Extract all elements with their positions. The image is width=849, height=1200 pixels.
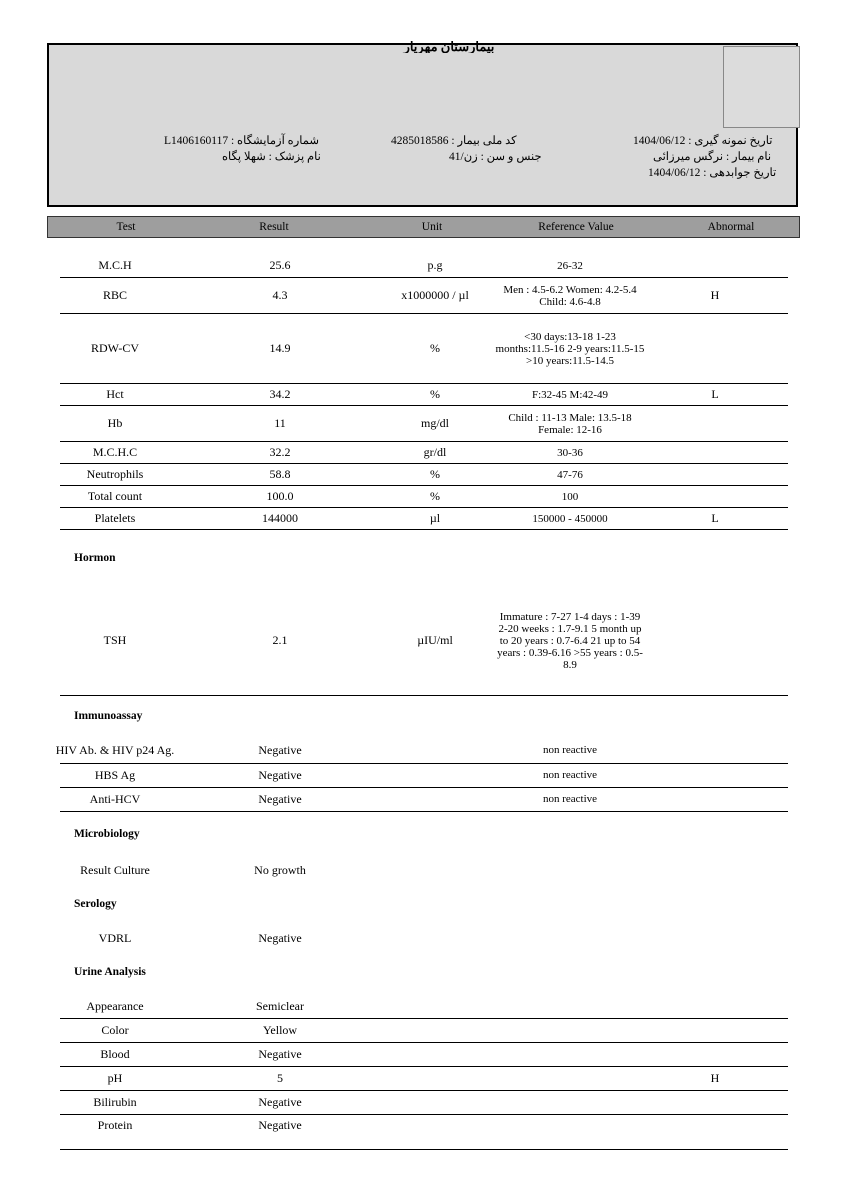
test-name: VDRL — [98, 930, 132, 945]
table-row — [60, 254, 788, 278]
table-row — [60, 994, 788, 1019]
col-test: Test — [116, 221, 136, 233]
test-name: RDW-CV — [91, 341, 139, 355]
table-row — [60, 858, 788, 882]
test-unit: mg/dl — [420, 416, 449, 430]
reference-value: non reactive — [542, 769, 598, 781]
hospital-name: بیمارستان مهریار — [403, 41, 495, 53]
reference-value: 47-76 — [557, 468, 583, 481]
abnormal-flag: H — [710, 1071, 720, 1085]
sex-age: جنس و سن : زن/41 — [449, 151, 542, 163]
test-name: Protein — [97, 1117, 133, 1132]
test-result: Semiclear — [256, 998, 304, 1013]
abnormal-flag: L — [711, 511, 719, 525]
test-name: HBS Ag — [94, 768, 136, 782]
table-row — [60, 464, 788, 486]
col-reference: Reference Value — [538, 221, 614, 233]
patient-header — [47, 43, 798, 207]
abnormal-flag — [660, 406, 770, 441]
test-name: TSH — [103, 633, 127, 647]
test-unit: µl — [429, 511, 441, 525]
test-name: Color — [101, 1023, 129, 1037]
test-result: 2.1 — [272, 633, 288, 647]
test-name: HIV Ab. & HIV p24 Ag. — [55, 743, 175, 757]
test-result: 34.2 — [269, 387, 291, 401]
test-name: Result Culture — [80, 862, 150, 877]
test-result: Negative — [258, 768, 302, 782]
test-name: pH — [107, 1071, 123, 1085]
test-name: Anti-HCV — [89, 792, 141, 806]
abnormal-flag — [660, 994, 770, 1018]
table-row — [60, 764, 788, 788]
reference-value: F:32-45 M:42-49 — [531, 388, 609, 401]
test-unit: % — [430, 341, 440, 355]
abnormal-flag — [660, 1115, 770, 1135]
test-unit: x1000000 / µl — [401, 288, 469, 302]
test-result: 14.9 — [269, 341, 291, 355]
section-title-immunoassay: Immunoassay — [74, 710, 143, 722]
test-unit: % — [430, 387, 440, 401]
table-row — [60, 926, 788, 950]
test-unit: µIU/ml — [417, 633, 453, 647]
table-row — [60, 486, 788, 508]
test-name: Platelets — [94, 511, 136, 525]
reference-value: non reactive — [542, 793, 598, 805]
test-result: Negative — [258, 930, 302, 945]
test-result: 25.6 — [269, 258, 291, 272]
column-header-bar — [47, 216, 800, 238]
section-title-hormon: Hormon — [74, 552, 116, 564]
reference-value: <30 days:13-18 1-23 months:11.5-16 2-9 years:11.5-15 >10 years:11.5-14.5 — [495, 330, 645, 367]
test-result: 58.8 — [269, 467, 291, 481]
table-row — [60, 278, 788, 314]
col-unit: Unit — [421, 221, 443, 233]
patient-name: نام بیمار : نرگس میرزائی — [653, 151, 772, 163]
test-result: 144000 — [262, 511, 298, 525]
reference-value: 100 — [561, 490, 579, 503]
table-row — [60, 314, 788, 384]
table-row — [60, 406, 788, 442]
national-code: کد ملی بیمار : 4285018586 — [391, 135, 517, 147]
abnormal-flag: H — [710, 288, 720, 302]
test-result: 32.2 — [269, 445, 291, 459]
reference-value: 30-36 — [557, 446, 583, 459]
reference-value: non reactive — [542, 744, 598, 756]
table-row — [60, 508, 788, 530]
test-result: Negative — [258, 1095, 302, 1109]
table-row — [60, 1043, 788, 1067]
table-row — [60, 586, 788, 696]
test-result: 5 — [277, 1071, 283, 1085]
test-unit: % — [430, 489, 440, 503]
test-result: 100.0 — [266, 489, 294, 503]
section-title-microbiology: Microbiology — [74, 828, 140, 840]
test-name: Hb — [107, 416, 123, 430]
reference-value: 150000 - 450000 — [532, 512, 608, 525]
table-row — [60, 788, 788, 812]
test-result: Negative — [258, 792, 302, 806]
sample-date: تاریخ نمونه گیری : 1404/06/12 — [633, 135, 773, 147]
abnormal-flag — [660, 1091, 770, 1114]
abnormal-flag — [660, 314, 770, 383]
abnormal-flag — [660, 1019, 770, 1042]
test-result: 4.3 — [272, 288, 288, 302]
table-row — [60, 1019, 788, 1043]
answer-date: تاریخ جوابدهی : 1404/06/12 — [648, 167, 777, 179]
test-name: M.C.H — [98, 258, 132, 272]
table-row — [60, 384, 788, 406]
test-result: Yellow — [262, 1023, 298, 1037]
test-result: 11 — [274, 416, 286, 430]
logo-placeholder — [723, 46, 800, 128]
table-row — [60, 1067, 788, 1091]
section-title-urine: Urine Analysis — [74, 966, 146, 978]
test-result: No growth — [254, 862, 306, 877]
col-abnormal: Abnormal — [707, 221, 755, 233]
table-row — [60, 442, 788, 464]
test-result: Negative — [258, 1117, 302, 1132]
abnormal-flag — [660, 486, 770, 507]
test-unit: p.g — [427, 258, 443, 272]
col-result: Result — [259, 221, 289, 233]
lab-number: شماره آزمایشگاه : L1406160117 — [164, 135, 320, 147]
test-unit: % — [430, 467, 440, 481]
table-row — [60, 1115, 788, 1150]
reference-value: Men : 4.5-6.2 Women: 4.2-5.4 Child: 4.6-4.8 — [503, 283, 637, 308]
test-result: Negative — [258, 743, 302, 757]
reference-value: Immature : 7-27 1-4 days : 1-39 2-20 weeks : 1.7-9.1 5 month up to 20 years : 0.7-6.4 21 up to 54 years : 0.39-6.16 >55 years : 0.5-8.9 — [497, 610, 643, 671]
abnormal-flag — [660, 442, 770, 463]
reference-value: 26-32 — [557, 259, 583, 272]
abnormal-flag — [660, 254, 770, 277]
table-row — [60, 1091, 788, 1115]
test-name: Hct — [106, 387, 124, 401]
section-title-serology: Serology — [74, 898, 117, 910]
table-row — [55, 738, 788, 764]
test-name: Appearance — [86, 998, 144, 1013]
test-name: Total count — [87, 489, 143, 503]
abnormal-flag: L — [711, 387, 719, 401]
test-unit: gr/dl — [423, 445, 447, 459]
abnormal-flag — [660, 1043, 770, 1066]
abnormal-flag — [660, 586, 770, 695]
test-name: Bilirubin — [93, 1095, 137, 1109]
test-result: Negative — [258, 1047, 302, 1061]
abnormal-flag — [660, 464, 770, 485]
reference-value: Child : 11-13 Male: 13.5-18 Female: 12-16 — [508, 411, 632, 436]
test-name: Neutrophils — [86, 467, 144, 481]
physician-name: نام پزشک : شهلا پگاه — [222, 151, 321, 163]
test-name: RBC — [102, 288, 127, 302]
test-name: Blood — [100, 1047, 130, 1061]
test-name: M.C.H.C — [92, 445, 138, 459]
